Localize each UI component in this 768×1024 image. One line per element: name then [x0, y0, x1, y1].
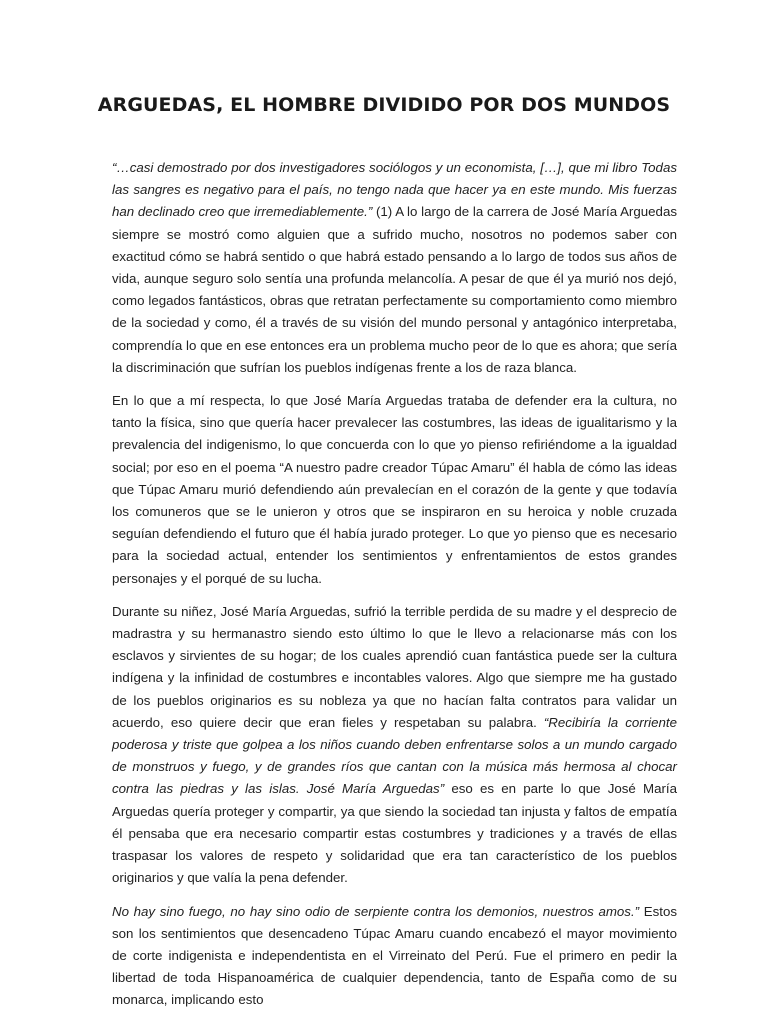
- paragraph-2: [112, 390, 677, 590]
- paragraph-2-text: En lo que a mí respecta, lo que José María Arguedas trataba de defender era la cultura, no tanto la física, sino que quería hacer prevalecer las costumbres, las ideas de igualitarismo y la prevalencia del indigenismo, lo que concuerda con lo que yo pienso refiriéndome a la igualdad social; por eso en el poema “A nuestro padre creador Túpac Amaru” él habla de cómo las ideas que Túpac Amaru murió defendiendo aún prevalecían en el corazón de la gente y que todavía los comuneros que se le unieron y otros que se inspiraron en su heroica y noble cruzada seguían defendiendo el futuro que él había jurado proteger. Lo que yo pienso que es necesario para la sociedad actual, entender los sentimientos y enfrentamientos de estos grandes personajes y el porqué de su lucha.: [112, 393, 677, 586]
- paragraph-3-text-before: Durante su niñez, José María Arguedas, sufrió la terrible perdida de su madre y el desprecio de madrastra y su hermanastro siendo esto último lo que le llevo a relacionarse más con los esclavos y sirvientes de su hogar; de los cuales aprendió cuan fantástica puede ser la cultura indígena y la infinidad de costumbres e incontables valores. Algo que siempre me ha gustado de los pueblos originarios es su nobleza ya que no hacían falta contratos para validar un acuerdo, eso quiere decir que eran fieles y respetaban su palabra.: [112, 603, 677, 730]
- document-title: ARGUEDAS, EL HOMBRE DIVIDIDO POR DOS MUNDOS: [97, 94, 671, 116]
- paragraph-1: [112, 157, 677, 379]
- opening-quote: “…casi demostrado por dos investigadores sociólogos y un economista, […], que mi libro Todas las sangres es negativo para el país, no tengo nada que hacer ya en este mundo. Mis fuerzas han declinado creo que irremediablemente.”: [112, 160, 677, 220]
- paragraph-3-text-after: eso es en parte lo que José María Arguedas quería proteger y compartir, ya que siendo la sociedad tan injusta y faltos de empatía él pensaba que era necesario compartir estas costumbres y tradiciones y a través de ellas traspasar los valores de respeto y solidaridad que era tan característico de los pueblos originarios y que valía la pena defender.: [112, 781, 677, 886]
- paragraph-4: [112, 901, 677, 1012]
- paragraph-3: [112, 601, 677, 890]
- paragraph-4-text: Estos son los sentimientos que desencadeno Túpac Amaru cuando encabezó el mayor movimiento de corte indigenista e independentista en el Virreinato del Perú. Fue el primero en pedir la libertad de toda Hispanoamérica de cualquier dependencia, tanto de España como de su monarca, implicando esto: [112, 903, 677, 1008]
- arguedas-quote: “Recibiría la corriente poderosa y triste que golpea a los niños cuando deben enfrentarse solos a un mundo cargado de monstruos y fuego, y de grandes ríos que cantan con la música más hermosa al chocar contra las piedras y las islas. José María Arguedas”: [112, 714, 677, 797]
- document-body: [112, 157, 677, 1023]
- paragraph-1-text: (1) A lo largo de la carrera de José María Arguedas siempre se mostró como alguien que a sufrido mucho, nosotros no podemos saber con exactitud cómo se habrá sentido o que habrá estado pensando a lo largo de todos sus años de vida, aunque seguro solo sentía una profunda melancolía. A pesar de que él ya murió nos dejó, como legados fantásticos, obras que retratan perfectamente su comportamiento como miembro de la sociedad y como, él a través de su visión del mundo personal y antagónico interpretaba, comprendía lo que en ese entonces era un problema mucho peor de lo que es ahora; que sería la discriminación que sufrían los pueblos indígenas frente a los de raza blanca.: [112, 204, 677, 375]
- tupac-amaru-quote: No hay sino fuego, no hay sino odio de serpiente contra los demonios, nuestros amos.”: [112, 903, 640, 919]
